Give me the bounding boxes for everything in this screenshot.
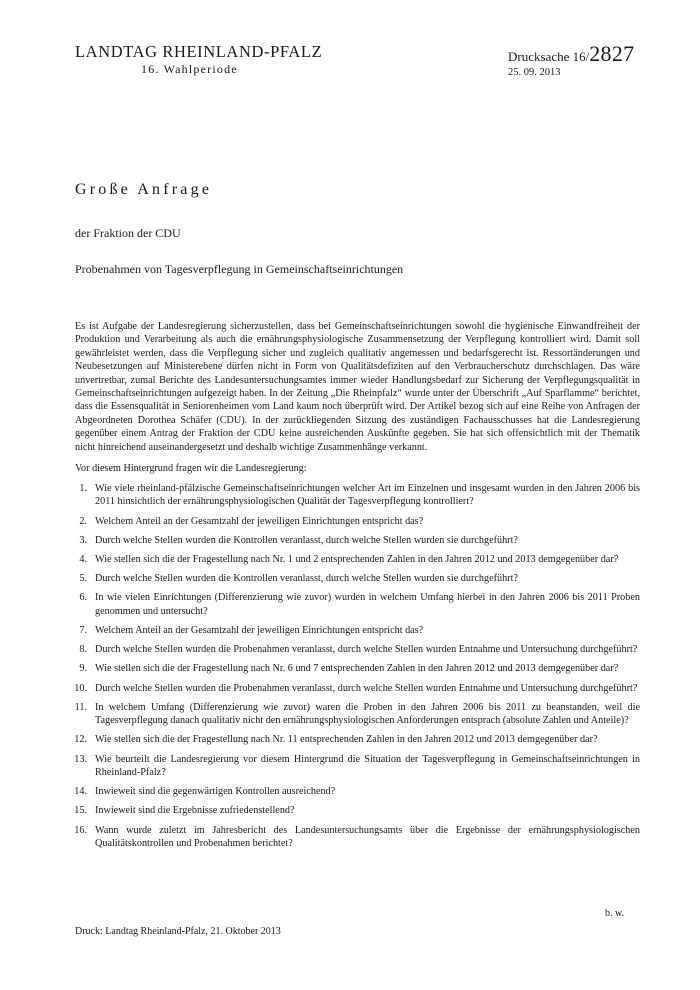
question-number: 1. xyxy=(79,483,87,494)
question-text: Wie stellen sich die der Fragestellung nach Nr. 1 und 2 entsprechenden Zahlen in den Jahren 2012 und 2013 demgegenüber dar? xyxy=(95,554,619,566)
question-number: 2. xyxy=(79,515,87,527)
question-item xyxy=(75,733,640,746)
question-item xyxy=(75,624,640,637)
question-item xyxy=(75,804,640,817)
question-item xyxy=(75,643,640,656)
question-text: Inwieweit sind die gegenwärtigen Kontrollen ausreichend? xyxy=(95,786,336,798)
document-reference xyxy=(508,41,688,78)
question-number: 14. xyxy=(74,786,87,798)
question-item xyxy=(75,682,640,695)
question-item xyxy=(75,572,640,585)
question-text: Durch welche Stellen wurden die Kontrollen veranlasst, durch welche Stellen wurden sie durchgeführt? xyxy=(95,573,518,585)
question-text: Durch welche Stellen wurden die Probenahmen veranlasst, durch welche Stellen wurden Entnahme und Untersuchung durchgeführt? xyxy=(95,682,638,694)
question-text: Wie beurteilt die Landesregierung vor diesem Hintergrund die Situation der Tagesverpflegung in Gemeinschaftseinrichtungen in Rheinland-Pfalz? xyxy=(95,753,640,779)
drucksache-number: 2827 xyxy=(589,41,635,66)
question-item xyxy=(75,662,640,675)
question-text: Durch welche Stellen wurden die Probenahmen veranlasst, durch welche Stellen wurden Entnahme und Untersuchung durchgeführt? xyxy=(95,644,638,656)
question-number: 16. xyxy=(74,824,87,836)
question-number: 5. xyxy=(79,573,87,585)
question-number: 10. xyxy=(74,682,87,694)
document-date: 25. 09. 2013 xyxy=(508,67,561,78)
question-text: Wie viele rheinland-pfälzische Gemeinschaftseinrichtungen welcher Art im Einzelnen und insgesamt wurden in den Jahren 2006 bis 2011 hinsichtlich der ernährungsphysiologischen Qualität der Tagesverpflegung kontrolliert? xyxy=(95,483,640,508)
question-number: 13. xyxy=(74,753,87,765)
legislative-period: 16. Wahlperiode xyxy=(141,62,238,76)
question-number: 15. xyxy=(74,805,87,817)
question-number: 9. xyxy=(79,663,87,675)
question-item xyxy=(75,824,640,851)
turn-page-note: b. w. xyxy=(605,908,625,919)
parliament-name: LANDTAG RHEINLAND-PFALZ xyxy=(75,42,323,61)
question-text: Wie stellen sich die der Fragestellung nach Nr. 6 und 7 entsprechenden Zahlen in den Jahren 2012 und 2013 demgegenüber dar? xyxy=(95,663,619,675)
question-item xyxy=(75,515,640,528)
drucksache-line xyxy=(508,41,688,70)
question-number: 11. xyxy=(74,701,87,713)
question-number: 7. xyxy=(79,625,87,637)
question-item xyxy=(75,591,640,618)
question-text: Wie stellen sich die der Fragestellung nach Nr. 11 entsprechenden Zahlen in den Jahren 2012 und 2013 demgegenüber dar? xyxy=(95,734,598,746)
question-item xyxy=(75,482,640,509)
question-item xyxy=(75,701,640,728)
submitting-faction: der Fraktion der CDU xyxy=(75,226,181,240)
question-number: 6. xyxy=(79,592,87,604)
question-item xyxy=(75,534,640,547)
intro-paragraph: Es ist Aufgabe der Landesregierung sicherzustellen, dass bei Gemeinschaftseinrichtungen sowohl die hygienische Einwandfreiheit der Produktion und Verarbeitung als auch die ernährungsphysiologische Zusammensetzung der Verpflegung kontrolliert wird. Damit soll gewährleistet werden, dass die Verpflegung sicher und zugleich qualitativ angemessen und bedarfsgerecht ist. Ressortänderungen und Neubesetzungen auf Ministerebene dürfen nicht in Form von Qualitätsdefiziten auf den Verbraucherschutz durchschlagen. Das wäre unvertretbar, zumal Berichte des Landesuntersuchungsamtes immer wieder Handlungsbedarf zur Sicherung der Verpflegungsqualität in Gemeinschaftseinrichtungen aufgezeigt haben. In der Zeitung „Die Rheinpfalz“ wurde unter der Überschrift „Auf Sparflamme“ berichtet, dass die Essensqualität in Seniorenheimen vom Land kaum noch überprüft wird. Der Artikel bezog sich auf eine Reihe von Anfragen der Abgeordneten Dorothea Schäfer (CDU). In der zurückliegenden Sitzung des zuständigen Fachausschusses hat die Landesregierung gegenüber einem Antrag der Fraktion der CDU keine ausreichenden Auskünfte gegeben. Sie hat sich offensichtlich mit der Thematik nicht hinreichend auseinandergesetzt und deshalb wichtige Zusammenhänge verkannt. xyxy=(75,321,640,453)
document-type-heading: Große Anfrage xyxy=(75,181,213,198)
question-item xyxy=(75,553,640,566)
question-text: Durch welche Stellen wurden die Kontrollen veranlasst, durch welche Stellen wurden sie durchgeführt? xyxy=(95,534,518,546)
print-footer: Druck: Landtag Rheinland-Pfalz, 21. Oktober 2013 xyxy=(75,926,281,937)
question-text: Inwieweit sind die Ergebnisse zufriedenstellend? xyxy=(95,805,295,817)
letterhead xyxy=(75,43,475,77)
question-number: 8. xyxy=(79,644,87,656)
question-number: 12. xyxy=(74,734,87,746)
questions-lead: Vor diesem Hintergrund fragen wir die Landesregierung: xyxy=(75,463,307,474)
question-number: 4. xyxy=(79,554,87,566)
question-text: Wann wurde zuletzt im Jahresbericht des Landesuntersuchungsamts über die Ergebnisse der ernährungsphysiologischen Qualitätskontrollen und Probenahmen berichtet? xyxy=(95,824,640,850)
question-list xyxy=(75,482,640,856)
question-item xyxy=(75,785,640,798)
question-text: Welchem Anteil an der Gesamtzahl der jeweiligen Einrichtungen entspricht das? xyxy=(95,515,424,527)
question-text: Welchem Anteil an der Gesamtzahl der jeweiligen Einrichtungen entspricht das? xyxy=(95,625,424,637)
question-text: In welchem Umfang (Differenzierung wie zuvor) waren die Proben in den Jahren 2006 bis 2011 zu beanstanden, weil die Tagesverpflegung danach qualitativ nicht den ernährungsphysiologischen Anforderungen entsprach (absolute Zahlen und Anteile)? xyxy=(95,701,640,727)
question-number: 3. xyxy=(79,534,87,546)
document-subject: Probenahmen von Tagesverpflegung in Gemeinschaftseinrichtungen xyxy=(75,262,404,276)
question-item xyxy=(75,753,640,780)
question-text: In wie vielen Einrichtungen (Differenzierung wie zuvor) wurden in welchem Umfang hierbei in den Jahren 2006 bis 2011 Proben genommen und untersucht? xyxy=(95,592,640,617)
drucksache-label: Drucksache 16/ xyxy=(508,49,590,64)
